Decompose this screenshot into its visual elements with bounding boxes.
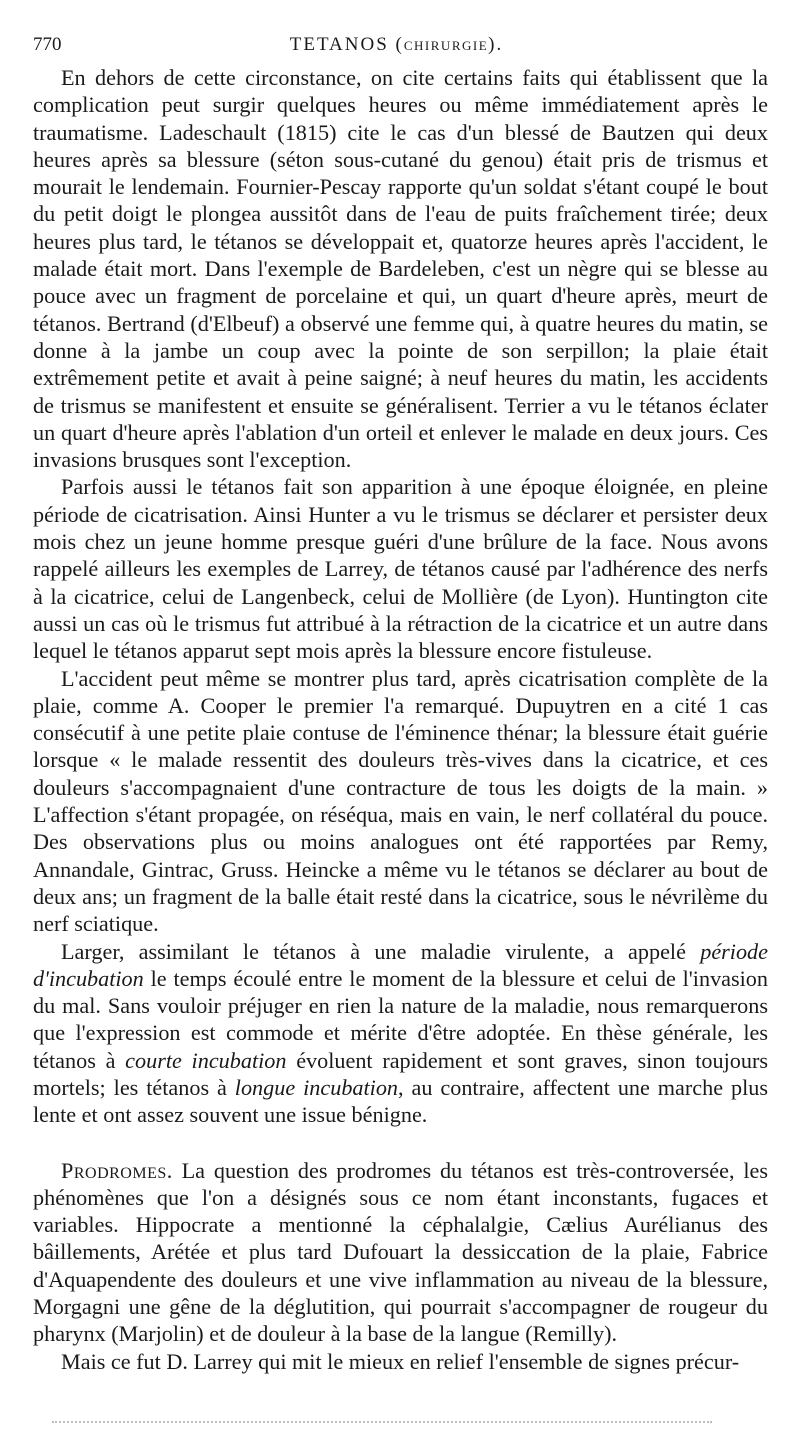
section-heading-prodromes: Prodromes. bbox=[61, 1157, 173, 1183]
body-text bbox=[33, 64, 768, 1375]
paragraph-text: Mais ce fut D. Larrey qui mit le mieux en relief l'ensemble de signes précur- bbox=[61, 1348, 740, 1374]
bottom-bleed-through-rule bbox=[52, 1421, 712, 1423]
emphasis-term: période d'incubation bbox=[33, 938, 768, 991]
paragraph-text: Parfois aussi le tétanos fait son apparition à une époque éloignée, en pleine période de cicatrisation. Ainsi Hunter a vu le trismus se déclarer et persister deux mois chez un jeune homme presque guéri d'une brûlure de la face. Nous avons rappelé ailleurs les exemples de Larrey, de tétanos causé par l'adhérence des nerfs à la cicatrice, celui de Langenbeck, celui de Mollière (de Lyon). Huntington cite aussi un cas où le trismus fut attribué à la rétraction de la cicatrice et un autre dans lequel le tétanos apparut sept mois après la blessure encore fistuleuse. bbox=[33, 474, 768, 664]
paragraph-incubation bbox=[33, 938, 768, 1129]
running-title bbox=[33, 32, 760, 59]
paragraph-late-onset bbox=[33, 473, 768, 664]
running-title-open: ( bbox=[395, 34, 404, 55]
paragraph-text: En dehors de cette circonstance, on cite certains faits qui établissent que la complication peut surgir quelques heures ou même immédiatement après le traumatisme. Ladeschault (1815) cite le cas d'un blessé de Bautzen qui deux heures après sa blessure (séton sous-cutané du genou) était pris de trismus et mourait le lendemain. Fournier-Pescay rapporte qu'un soldat s'étant coupé le bout du petit doigt le plongea aussitôt dans de l'eau de puits fraîchement tirée; deux heures plus tard, le tétanos se développait et, quatorze heures après l'accident, le malade était mort. Dans l'exemple de Bardeleben, c'est un nègre qui se blesse au pouce avec un fragment de porcelaine et qui, un quart d'heure après, meurt de tétanos. Bertrand (d'Elbeuf) a observé une femme qui, à quatre heures du matin, se donne à la jambe un coup avec la pointe de son serpillon; la plaie était extrêmement petite et avait à peine saigné; à neuf heures du matin, les accidents de trismus se manifestent et ensuite se généralisent. Terrier a vu le tétanos éclater un quart d'heure après l'ablation d'un orteil et enlever le malade en deux jours. Ces invasions brusques sont l'exception. bbox=[33, 65, 768, 473]
emphasis-term: courte incubation bbox=[125, 1047, 287, 1073]
paragraph-text: le temps écoulé entre le moment de la blessure et celui de l'invasion du mal. Sans vouloir préjuger en rien la nature de la maladie, nous remarquerons que l'expression est commode et mérite d'être adoptée. En thèse générale, les tétanos à bbox=[33, 965, 768, 1073]
running-title-main: TETANOS bbox=[289, 34, 389, 55]
running-title-close: ). bbox=[488, 34, 504, 55]
paragraph-text: , au contraire, affectent une marche plus lente et ont assez souvent une issue bénigne. bbox=[33, 1074, 768, 1128]
paragraph-sudden-onset bbox=[33, 64, 768, 473]
paragraph-larrey bbox=[33, 1348, 768, 1375]
paragraph-text: évoluent rapidement et sont graves, sinon toujours mortels; les tétanos à bbox=[33, 1047, 768, 1100]
paragraph-text: La question des prodromes du tétanos est très-controversée, les phénomènes que l'on a désignés sous ce nom étant inconstants, fugaces et variables. Hippocrate a mentionné la céphalalgie, Cælius Aurélianus des bâillements, Arétée et plus tard Dufouart la dessiccation de la plaie, Fabrice d'Aquapendente des douleurs et une vive inflammation au niveau de la blessure, Morgagni une gêne de la déglutition, qui pourrait s'accompagner de rougeur du pharynx (Marjolin) et de douleur à la base de la langue (Remilly). bbox=[33, 1157, 768, 1347]
paragraph-text: Larger, assimilant le tétanos à une maladie virulente, a appelé bbox=[61, 938, 701, 964]
running-title-section: CHIRURGIE bbox=[403, 38, 489, 53]
paragraph-text: L'accident peut même se montrer plus tard, après cicatrisation complète de la plaie, comme A. Cooper le premier l'a remarqué. Dupuytren en a cité 1 cas consécutif à une petite plaie contuse de l'éminence thénar; la blessure était guérie lorsque « le malade ressentit des douleurs très-vives dans la cicatrice, et ces douleurs s'accompagnaient d'une contracture de tous les doigts de la main. » L'affection s'étant propagée, on réséqua, mais en vain, le nerf collatéral du pouce. Des observations plus ou moins analogues ont été rapportées par Remy, Annandale, Gintrac, Gruss. Heincke a même vu le tétanos se déclarer au bout de deux ans; un fragment de la balle était resté dans la cicatrice, sous le névrilème du nerf sciatique. bbox=[33, 665, 768, 937]
paragraph-after-healing bbox=[33, 665, 768, 938]
emphasis-term: longue incubation bbox=[234, 1074, 399, 1100]
paragraph-prodromes bbox=[33, 1157, 768, 1348]
page-number: 770 bbox=[33, 34, 62, 55]
running-head bbox=[33, 32, 760, 58]
